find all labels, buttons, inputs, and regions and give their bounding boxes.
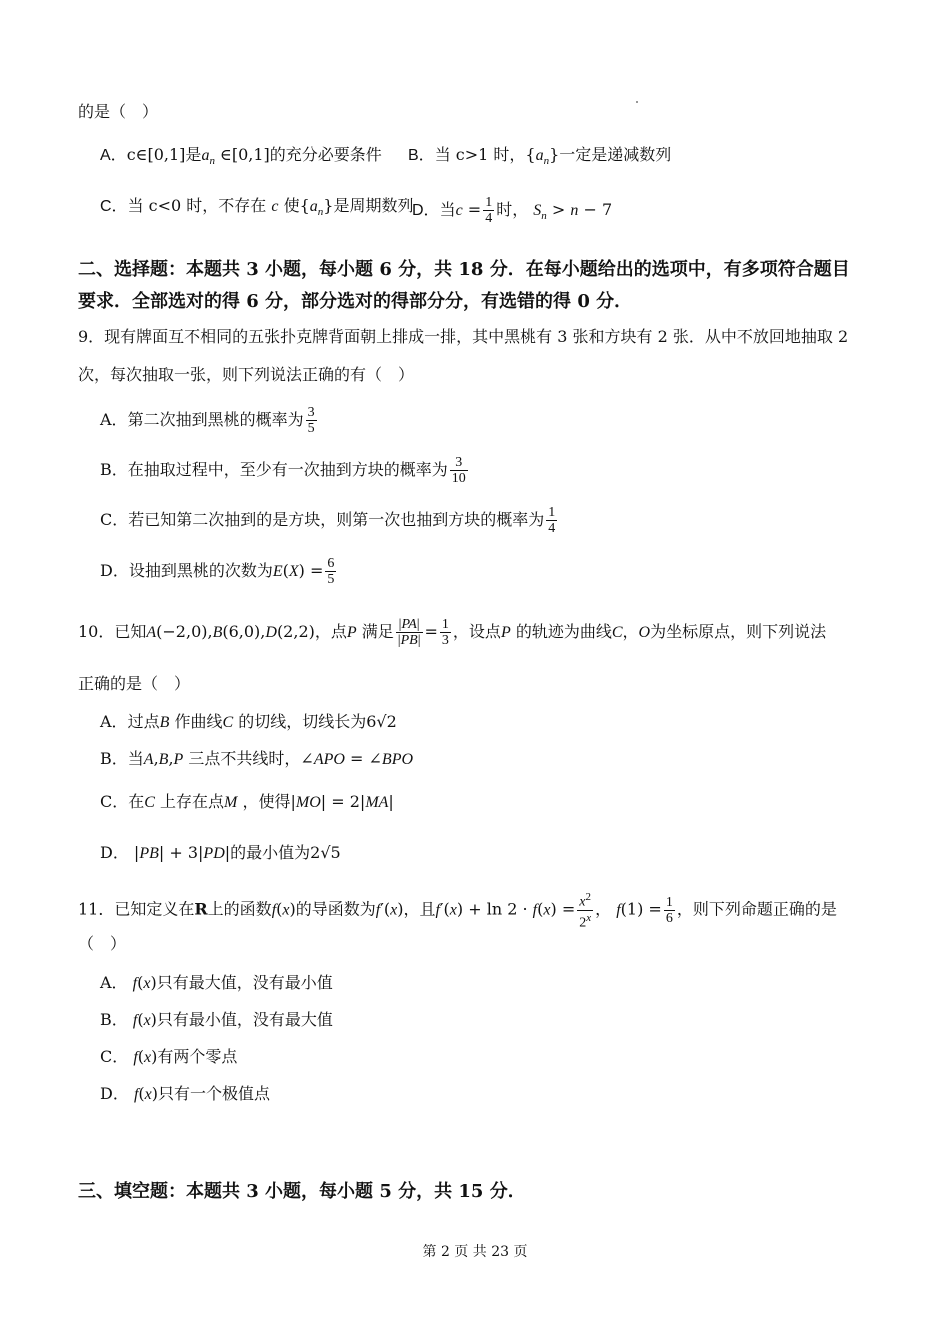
q9-option-a: A．第二次抽到黑桃的概率为 $\frac{3}{5}$	[100, 405, 315, 436]
q10-option-d: D． |PB| + 3|PD|的最小值为2√5	[100, 843, 341, 862]
q8-option-d: D．当c = $\frac{1}{4}$ 时， $S_n > n - 7$	[412, 195, 613, 226]
q10-option-a: A．过点B 作曲线C 的切线，切线长为6√2	[100, 712, 397, 731]
q9-stem-line1: 9．现有牌面互不相同的五张扑克牌背面朝上排成一排，其中黑桃有 3 张和方块有 2 张．从中不放回地抽取 2	[78, 327, 849, 346]
q10-stem-line2: 正确的是（ ）	[78, 674, 191, 693]
q11-option-c: C． f(x)有两个零点	[100, 1047, 238, 1066]
q11-stem-line2: （ ）	[78, 934, 127, 953]
q10-stem-line1: 10．已知A(−2,0),B(6,0),D(2,2)，点P 满足 $\frac{|PA|}{|PB|}$ = $\frac{1}{3}$ ，设点P 的轨迹为曲线C，O为坐标原点，则下列说法	[78, 617, 827, 648]
section-2-heading-line2: 要求．全部选对的得 6 分，部分选对的得部分分，有选错的得 0 分．	[78, 291, 633, 312]
q8-option-a: A．c∈[0,1]是$a_n$ ∈[0,1]的充分必要条件	[100, 145, 382, 168]
q11-option-b: B． f(x)只有最小值，没有最大值	[100, 1010, 333, 1029]
q9-option-d: D．设抽到黑桃的次数为E(X) = $\frac{6}{5}$	[100, 556, 335, 587]
q8-intro: 的是（ ）	[78, 102, 159, 121]
section-2-heading-line1: 二、选择题：本题共 3 小题，每小题 6 分，共 18 分．在每小题给出的选项中，有多项符合题目	[78, 259, 850, 280]
q11-stem-line1: 11．已知定义在R上的函数f(x)的导函数为f′(x)，且f′(x) + ln 2 · f(x) = $\frac{x^2}{2^x}$ ， f(1) = $\frac{1}{6}$ ，则下列命题正确的是	[78, 891, 837, 931]
section-3-heading: 三、填空题：本题共 3 小题，每小题 5 分，共 15 分．	[78, 1181, 526, 1202]
q8-option-c: C．当 c<0 时，不存在 c 使$\{a_n\}$是周期数列	[100, 196, 414, 219]
fraction-1-4: $\frac{1}{4}$	[485, 195, 493, 226]
q8-option-b: B．当 c>1 时，$\{a_n\}$一定是递减数列	[408, 145, 672, 168]
scan-dot	[636, 101, 638, 103]
q9-stem-line2: 次，每次抽取一张，则下列说法正确的有（ ）	[78, 365, 415, 384]
q9-option-c: C．若已知第二次抽到的是方块，则第一次也抽到方块的概率为 $\frac{1}{4}$	[100, 505, 556, 536]
q11-option-d: D． f(x)只有一个极值点	[100, 1084, 271, 1103]
page-footer: 第 2 页 共 23 页	[422, 1244, 528, 1260]
q9-option-b: B．在抽取过程中，至少有一次抽到方块的概率为 $\frac{3}{10}$	[100, 455, 466, 486]
q10-option-c: C．在C 上存在点M ，使得|MO| = 2|MA|	[100, 792, 394, 811]
q11-option-a: A． f(x)只有最大值，没有最小值	[100, 973, 333, 992]
q10-option-b: B．当A,B,P 三点不共线时，∠APO = ∠BPO	[100, 749, 414, 768]
